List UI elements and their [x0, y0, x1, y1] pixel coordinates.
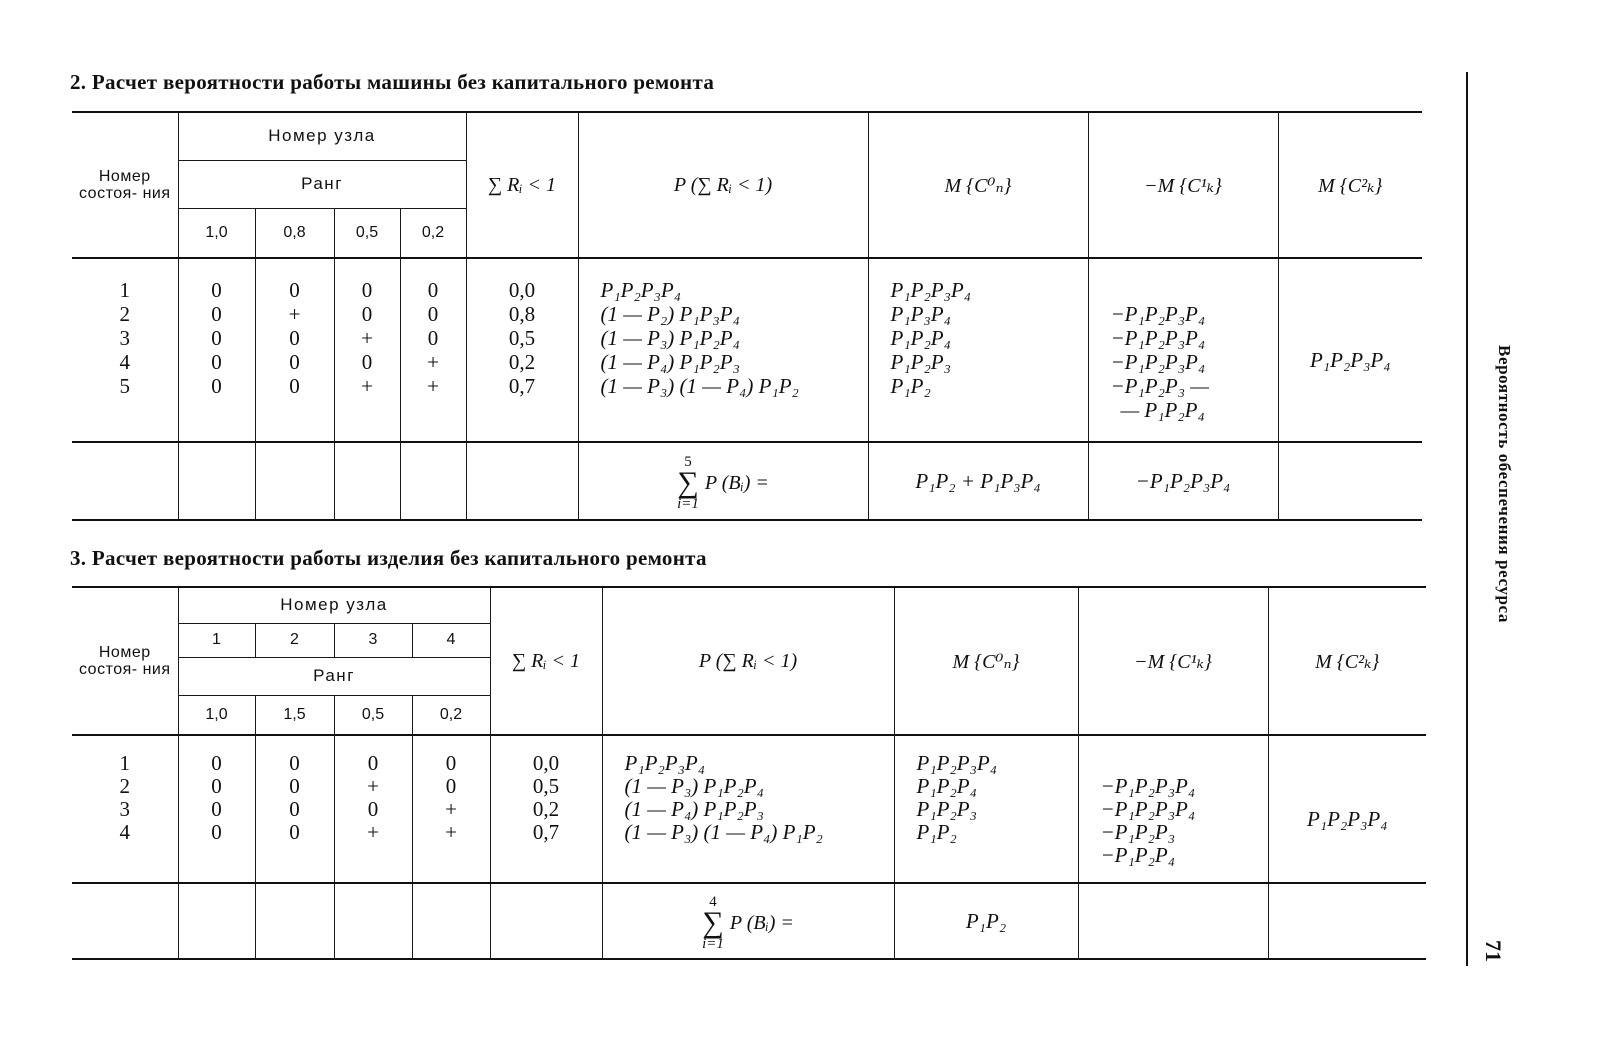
total-m0: P₁P₂ + P₁P₃P₄: [868, 442, 1088, 520]
node-state: 0: [361, 302, 373, 326]
empty-cell: [255, 442, 334, 520]
node-state: 0: [211, 302, 222, 326]
total-probability-cell: [602, 883, 894, 959]
state-number: 4: [119, 350, 130, 374]
rank-sum: 0,7: [508, 374, 536, 398]
node-state: 0: [211, 326, 222, 350]
m0-expression: P₁P₂P₃P₄: [890, 278, 972, 302]
m2-header: M {C²ₖ}: [1278, 112, 1422, 258]
m2-cell: [1268, 735, 1426, 883]
node-state: +: [361, 326, 373, 350]
m0-expression: P₁P₂P₄: [916, 773, 977, 798]
empty-cell: [72, 442, 178, 520]
rank-sum: 0,0: [532, 750, 560, 775]
empty-cell: [334, 883, 412, 959]
node-number-header: Номер узла: [178, 112, 466, 160]
m1-expression: −P₁P₂P₃P₄: [1110, 326, 1206, 350]
probability-expression: (1 — P₂) P₁P₃P₄: [600, 302, 740, 326]
node-1-cell: [178, 735, 255, 883]
node-state: 0: [289, 819, 300, 844]
empty-cell: [466, 442, 578, 520]
node-number: 3: [334, 623, 412, 657]
rank-value: 0,5: [334, 695, 412, 735]
m0-cell: [894, 735, 1078, 883]
total-probability-cell: [578, 442, 868, 520]
m1-expression: −P₁P₂P₃P₄: [1110, 350, 1206, 374]
state-numbers-cell: [72, 735, 178, 883]
sum-rank-header: ∑ Rᵢ < 1: [466, 112, 578, 258]
m1-expression: −P₁P₂P₃: [1100, 819, 1176, 844]
node-1-cell: [178, 258, 255, 442]
state-number-header: Номер состоя- ния: [72, 587, 178, 735]
probability-expression: P₁P₂P₃P₄: [624, 750, 706, 775]
sigma-symbol: 5 ∑ i=1: [677, 454, 699, 512]
node-state: 0: [289, 326, 300, 350]
empty-cell: [178, 883, 255, 959]
empty-cell: [400, 442, 466, 520]
state-number: 2: [119, 302, 130, 326]
rank-sum: 0,5: [508, 326, 536, 350]
node-state: 0: [427, 326, 439, 350]
rank-sum-cell: [490, 735, 602, 883]
sigma-lower-limit: i=1: [677, 496, 699, 512]
sum-rank-header: ∑ Rᵢ < 1: [490, 587, 602, 735]
node-state: 0: [289, 278, 300, 302]
m2-expression: P₁P₂P₃P₄: [1309, 347, 1391, 372]
node-state: 0: [427, 302, 439, 326]
state-numbers-cell: [72, 258, 178, 442]
m1-header: −M {C¹ₖ}: [1078, 587, 1268, 735]
rank-value: 0,5: [334, 208, 400, 258]
table-3: [72, 586, 1426, 960]
rank-sum: 0,2: [532, 796, 560, 821]
running-title: Вероятность обеспечения ресурса: [1495, 345, 1514, 623]
m0-expression: P₁P₃P₄: [890, 302, 951, 326]
probability-expression: (1 — P₃) P₁P₂P₄: [624, 773, 764, 798]
m1-expression: −P₁P₂P₃P₄: [1110, 302, 1206, 326]
m1-expression: −P₁P₂P₃P₄: [1100, 773, 1196, 798]
rank-header: Ранг: [178, 657, 490, 695]
state-number-header: Номер состоя- ния: [72, 112, 178, 258]
rank-sum-cell: [466, 258, 578, 442]
m2-header: M {C²ₖ}: [1268, 587, 1426, 735]
m1-cell: [1088, 258, 1278, 442]
node-state: 0: [289, 750, 300, 775]
probability-expression: P₁P₂P₃P₄: [600, 278, 682, 302]
node-number: 2: [255, 623, 334, 657]
state-number: 3: [119, 326, 130, 350]
m0-expression: P₁P₂P₃: [916, 796, 977, 821]
probability-header: P (∑ Rᵢ < 1): [578, 112, 868, 258]
m1-expression: −P₁P₂P₃ —: [1110, 374, 1209, 398]
probability-expression: (1 — P₄) P₁P₂P₃: [624, 796, 764, 821]
node-number: 4: [412, 623, 490, 657]
m2-cell: [1278, 258, 1422, 442]
node-2-cell: [255, 735, 334, 883]
table-2: [72, 111, 1422, 521]
m0-header: M {C⁰ₙ}: [868, 112, 1088, 258]
m0-header: M {C⁰ₙ}: [894, 587, 1078, 735]
node-2-cell: [255, 258, 334, 442]
m0-expression: P₁P₂: [890, 374, 931, 398]
node-state: 0: [445, 750, 457, 775]
sigma-lower-limit: i=1: [702, 936, 724, 952]
state-number: 5: [119, 374, 130, 398]
state-number: 1: [119, 278, 130, 302]
probability-header: P (∑ Rᵢ < 1): [602, 587, 894, 735]
node-state: +: [288, 302, 301, 326]
sigma-upper-limit: 5: [684, 454, 692, 470]
node-3-cell: [334, 258, 400, 442]
margin-rule: [1466, 72, 1468, 966]
m0-expression: P₁P₂P₃P₄: [916, 750, 998, 775]
node-state: +: [445, 796, 457, 821]
m1-expression: −P₁P₂P₄: [1100, 842, 1176, 867]
node-state: 0: [361, 278, 373, 302]
node-state: +: [427, 374, 439, 398]
node-state: 0: [211, 819, 222, 844]
node-state: +: [367, 773, 379, 798]
rank-value: 0,8: [255, 208, 334, 258]
total-label: P (Bᵢ) =: [729, 911, 794, 934]
empty-cell: [412, 883, 490, 959]
probability-cell: [602, 735, 894, 883]
probability-expression: (1 — P₃) (1 — P₄) P₁P₂: [624, 819, 823, 844]
empty-cell: [334, 442, 400, 520]
rank-header: Ранг: [178, 160, 466, 208]
sigma-upper-limit: 4: [709, 894, 717, 910]
m0-expression: P₁P₂P₄: [890, 326, 951, 350]
node-state: 0: [289, 773, 300, 798]
m0-cell: [868, 258, 1088, 442]
probability-expression: (1 — P₃) (1 — P₄) P₁P₂: [600, 374, 799, 398]
total-m0: P₁P₂: [894, 883, 1078, 959]
empty-cell: [1278, 442, 1422, 520]
node-state: 0: [367, 796, 379, 821]
m2-expression: P₁P₂P₃P₄: [1306, 806, 1388, 831]
node-state: 0: [211, 750, 222, 775]
state-number: 2: [119, 773, 130, 798]
node-number-header: Номер узла: [178, 587, 490, 623]
node-state: 0: [367, 750, 379, 775]
rank-sum: 0,2: [508, 350, 536, 374]
node-state: 0: [289, 374, 300, 398]
node-state: 0: [427, 278, 439, 302]
state-number: 4: [119, 819, 130, 844]
page-number: 71: [1481, 940, 1506, 962]
m0-expression: P₁P₂P₃: [890, 350, 951, 374]
m1-header: −M {C¹ₖ}: [1088, 112, 1278, 258]
node-state: 0: [211, 374, 222, 398]
state-number: 3: [119, 796, 130, 821]
sigma-symbol: 4 ∑ i=1: [702, 894, 724, 952]
m1-expression: — P₁P₂P₄: [1120, 398, 1205, 422]
state-number: 1: [119, 750, 130, 775]
node-state: 0: [289, 350, 300, 374]
probability-cell: [578, 258, 868, 442]
node-state: 0: [361, 350, 373, 374]
node-state: 0: [211, 350, 222, 374]
node-4-cell: [412, 735, 490, 883]
node-state: +: [367, 819, 379, 844]
node-state: 0: [211, 773, 222, 798]
table-3-caption: 3. Расчет вероятности работы изделия без капитального ремонта: [70, 546, 707, 570]
node-state: +: [445, 819, 457, 844]
node-state: +: [361, 374, 373, 398]
rank-sum: 0,5: [532, 773, 560, 798]
node-number: 1: [178, 623, 255, 657]
empty-cell: [255, 883, 334, 959]
node-state: 0: [289, 796, 300, 821]
empty-cell: [490, 883, 602, 959]
probability-expression: (1 — P₃) P₁P₂P₄: [600, 326, 740, 350]
node-state: 0: [445, 773, 457, 798]
table-2-caption: 2. Расчет вероятности работы машины без капитального ремонта: [70, 70, 715, 94]
rank-sum: 0,8: [508, 302, 536, 326]
m1-expression: −P₁P₂P₃P₄: [1100, 796, 1196, 821]
m1-cell: [1078, 735, 1268, 883]
empty-cell: [178, 442, 255, 520]
node-state: 0: [211, 796, 222, 821]
rank-value: 1,0: [178, 208, 255, 258]
empty-cell: [72, 883, 178, 959]
rank-value: 0,2: [400, 208, 466, 258]
empty-cell: [1078, 883, 1268, 959]
empty-cell: [1268, 883, 1426, 959]
total-m1: −P₁P₂P₃P₄: [1088, 442, 1278, 520]
rank-value: 0,2: [412, 695, 490, 735]
rank-sum: 0,7: [532, 819, 560, 844]
probability-expression: (1 — P₄) P₁P₂P₃: [600, 350, 740, 374]
total-label: P (Bᵢ) =: [704, 471, 769, 494]
node-3-cell: [334, 735, 412, 883]
m0-expression: P₁P₂: [916, 819, 957, 844]
rank-sum: 0,0: [508, 278, 536, 302]
node-state: +: [427, 350, 439, 374]
rank-value: 1,0: [178, 695, 255, 735]
node-4-cell: [400, 258, 466, 442]
node-state: 0: [211, 278, 222, 302]
rank-value: 1,5: [255, 695, 334, 735]
